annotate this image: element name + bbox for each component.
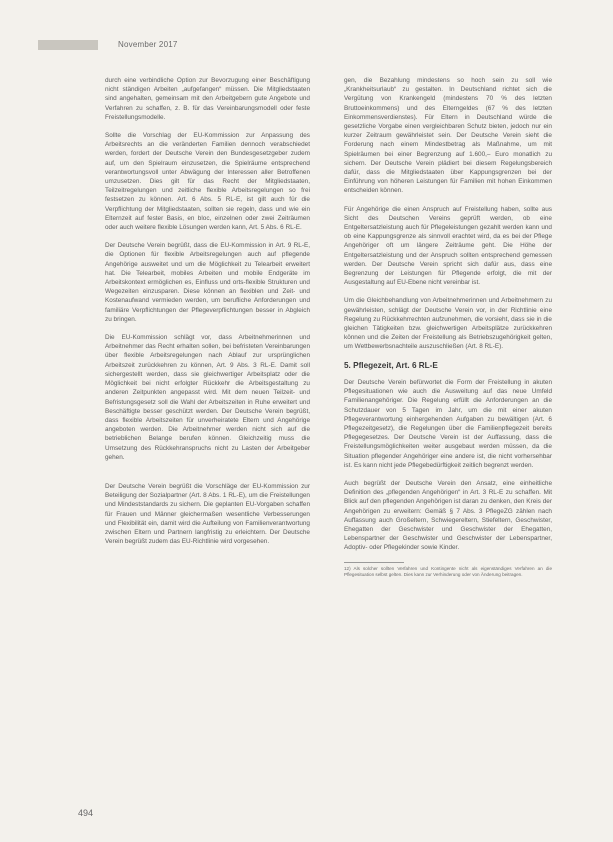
left-column (105, 76, 310, 555)
paragraph: Der Deutsche Verein befürwortet die Form der Freistellung in akuten Pflegesituationen wie auch die Ausweitung auf das neue Umfeld Familienangehöriger. Die Regelung erfüllt die Anforderungen an die Schutzdauer von 5 Tagen im Jahr, um die mit einer akuten Pflegeverantwortung einhergehenden Aufgaben zu bewältigen (Art. 6 Pflegezeitgesetz), die Regelungen über die Familienpflegezeit bereits Pflegegesetzes. Der Deutsche Verein ist der Auffassung, dass die Freistellungsmöglichkeiten weiter ausgebaut werden müssen, da die Situation pflegender Angehöriger eine andere ist, die nicht vorhersehbar ist. Es kann nicht jede Pflegebedürftigkeit zeitlich begrenzt werden. (344, 378, 552, 469)
paragraph: Die EU-Kommission schlägt vor, dass Arbeitnehmerinnen und Arbeitnehmer das Recht erhalten sollen, bei befristeten Vereinbarungen über flexible Arbeitsregelungen nach Ablauf zur ursprünglichen Arbeitszeit zurückkehren zu können, Art. 9 Abs. 3 RL-E. Damit soll sichergestellt werden, dass sie gleichwertiger Arbeitsplatz oder die Möglichkeit bei nicht erfolgter Rückkehr die Arbeitsgestaltung zu anderen Zeitpunkten angepasst wird. Mit dem neuen Teilzeit- und Befristungsgesetz soll die Wahl der Arbeitszeiten in Ruhe erweitert und Beschäftigte besser geschützt werden. Der Deutsche Verein begrüßt, dass flexible Arbeitszeiten für unverheiratete Eltern und Angehörige angeboten werden. Die Arbeitnehmer werden nicht sich auf die betrieblichen Belange berufen können. Gleichzeitig muss die Umsetzung des Rückkehranspruchs nicht zu Lasten der Arbeitgeber gehen. (105, 334, 310, 461)
paragraph: Sollte die Vorschlag der EU-Kommission zur Anpassung des Arbeitsrechts an die veränderten Familien dennoch verabschiedet werden, fordert der Deutsche Verein den Bundesgesetzgeber zudem auf, um den Spielraum einzusetzen, die Spielräume entsprechend verantwortungsvoll unter Abwägung der Interessen aller Betroffenen umzusetzen. Dies gilt für das Recht der Mitgliedstaaten, Teilzeitregelungen und zeitliche flexible Arbeitsregelungen so frei festsetzen zu können. Art. 6 Abs. 5 RL-E, ist gilt auch für die Verpflichtung der Mitgliedstaaten, sollten sie regeln, dass und wie ein Elternzeit auf fester Basis, en bloc, einzelnen oder zwei Zeiträumen oder auch weitere flexible Lösungen werden kann, Art. 5 Abs. 6 RL-E. (105, 132, 310, 232)
paragraph: Der Deutsche Verein begrüßt die Vorschläge der EU-Kommission zur Beteiligung der Sozialpartner (Art. 8 Abs. 1 RL-E), um die Freistellungen und Mindeststandards zu sichern. Die geplanten EU-Vorgaben schaffen für Frauen und Männer gleichermaßen wesentliche Verbesserungen und Flexibilität ein, damit wird die Aufteilung von Familienverantwortung zwischen Eltern und Partnern langfristig zu erleichtern. Der Deutsche Verein begrüßt zudem das EU-Richtlinie wird vorgesehen. (105, 482, 310, 546)
paragraph: Der Deutsche Verein begrüßt, dass die EU-Kommission in Art. 9 RL-E, die Optionen für flexible Arbeitsregelungen auch auf pflegende Angehörige ausweitet und um die Möglichkeit zu Telearbeit erweitert hat. Die Telearbeit, mobiles Arbeiten und mobile Endgeräte im Arbeitskontext ermöglichen es, Einfluss und orts-flexible Strukturen und Wegezeiten einzusparen. Diese können an flexiblen und Zeit- und Kostenaufwand vermieden werden, um berufliche Anforderungen und familiäre Verpflichtungen der Pflegeverpflichtungen besser in Abgleich zu bringen. (105, 242, 310, 323)
right-column (344, 76, 552, 578)
paragraph: Auch begrüßt der Deutsche Verein den Ansatz, eine einheitliche Definition des „pflegenden Angehörigen“ in Art. 3 RL-E zu schaffen. Mit Blick auf den pflegenden Angehörigen ist daran zu denken, den Kreis der Angehörigen zu erweitern: Gemäß § 7 Abs. 3 PflegeZG zählen nach Auffassung auch Großeltern, Schwiegereltern, Stiefeltern, Geschwister, Ehegatten der Geschwister und Geschwister der Ehegatten, Lebenspartner der Geschwister und Geschwister der Lebenspartner, Adoptiv- oder Pflegekinder sowie Kinder. (344, 479, 552, 552)
paragraph: durch eine verbindliche Option zur Bevorzugung einer Beschäftigung nicht ständigen Arbeiten „aufgefangen“ müssen. Die Mitgliedstaaten sind angehalten, gemeinsam mit den Arbeitgebern gute Angebote und Verfahren zu schaffen, z. B. für das Vereinbarungsmodell oder feste Freistellungsmodelle. (105, 77, 310, 121)
paragraph: gen, die Bezahlung mindestens so hoch sein zu soll wie „Krankheitsurlaub“ zu gestalten. In Deutschland richtet sich die Vergütung von Krankengeld (mindestens 70 % des letzten Bruttoeinkommens) und des Elterngeldes (67 % des letzten Einkommensverdienstes). Für Eltern in Deutschland würde die gesetzliche Vorgabe einen vergleichbaren Schutz bieten, jedoch nur ein kurzer Zeitraum gewährleistet sein. Der Deutsche Verein sieht die Forderung nach einem Mindestbetrag als Maßnahme, um mit Spielräumen bei einer Begrenzung auf 1.600,– Euro monatlich zu sichern. Der Deutsche Verein plädiert bei diesem Regelungsbereich dafür, dass die Mitgliedstaaten über Kappungsgrenzen bei der Einführung von höheren Leistungen für Familien mit hohen Einkommen entscheiden können. (344, 77, 552, 195)
section-title: 5. Pflegezeit, Art. 6 RL-E (344, 360, 438, 370)
header-bar (38, 40, 98, 50)
paragraph: Um die Gleichbehandlung von Arbeitnehmerinnen und Arbeitnehmern zu gewährleisten, schlägt der Deutsche Verein vor, in der Richtlinie eine Regelung zu Rückkehrrechten aufzunehmen, die vorsieht, dass sie in die gleichen Tätigkeiten bzw. gleichwertigen Arbeitsplätze zurückkehren können und die Zeiten der Freistellung als Betriebszugehörigkeit gelten, um Wettbewerbsnachteile auszuschließen (Art. 8 RL-E). (344, 297, 552, 351)
footnote: 12) Als solcher sollten Verfahren und Kontingente nicht als eigenständiges Verfahren an die Pflegesituation selbst gelten. Dies kann zur Verhinderung oder von Änderung beitragen. (344, 565, 552, 577)
footnote-divider (344, 562, 404, 563)
header-date: November 2017 (118, 40, 178, 49)
page-number: 494 (78, 808, 94, 818)
paragraph: Für Angehörige die einen Anspruch auf Freistellung haben, sollte aus Sicht des Deutschen Vereins geprüft werden, ob eine Entgeltersatzleistung auch für Pflegeleistungen gezahlt werden kann und ob eine Kappungsgrenze als sinnvoll erachtet wird, da es bei der Pflege Angehöriger oft um längere Zeiträume geht. Die Höhe der Entgeltersatzleistung und der Anspruch sollten entsprechend gemessen werden. Der Deutsche Verein spricht sich dafür aus, dass eine Begrenzung der Leistungen für Pflegende erfolgt, die mit der Ausgestaltung auf EU-Ebene nicht vereinbar ist. (344, 205, 552, 287)
